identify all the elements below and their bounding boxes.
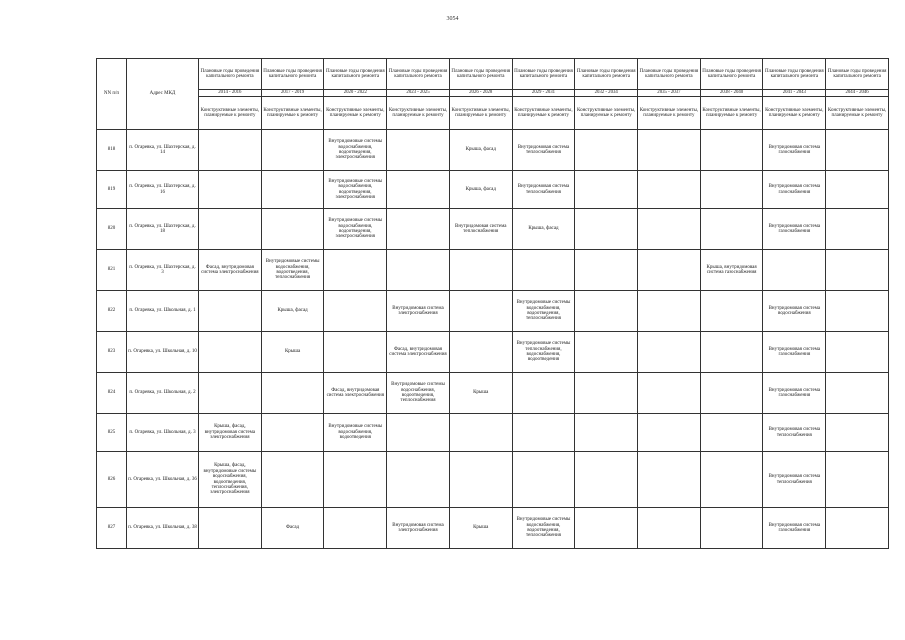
repair-cell: [638, 291, 701, 332]
repair-cell: Фасад: [261, 508, 324, 549]
repair-cell: Внутридомовая система электроснабжения: [387, 508, 450, 549]
row-number: 820: [97, 209, 127, 250]
row-address: п. Огаревка, ул. Школьная, д. 38: [127, 508, 199, 549]
repair-cell: [512, 373, 575, 414]
repair-cell: [575, 332, 638, 373]
repair-cell: [575, 171, 638, 209]
elements-heading: Конструктивные элементы, планируемые к ремонту: [324, 97, 387, 130]
header-row-years: [97, 90, 889, 97]
repair-cell: Внутридомовые системы водоснабжения, водоотведения, теплоснабжения: [512, 291, 575, 332]
repair-cell: [638, 250, 701, 291]
table-row: [97, 130, 889, 171]
repair-cell: [638, 130, 701, 171]
repair-cell: [387, 171, 450, 209]
period-years: 2038 - 2040: [700, 90, 763, 97]
repair-cell: [261, 414, 324, 452]
repair-cell: [199, 171, 262, 209]
row-number: 821: [97, 250, 127, 291]
repair-cell: [512, 452, 575, 508]
period-years: 2020 - 2022: [324, 90, 387, 97]
repair-cell: [575, 291, 638, 332]
column-header-number: NN п/п: [97, 59, 127, 130]
elements-heading: Конструктивные элементы, планируемые к ремонту: [199, 97, 262, 130]
row-address: п. Огаревка, ул. Шахтерская, д. 14: [127, 130, 199, 171]
period-years: 2014 - 2016: [199, 90, 262, 97]
row-address: п. Огаревка, ул. Школьная, д. 36: [127, 452, 199, 508]
repair-cell: Внутридомовые системы водоснабжения, водоотведения, теплоснабжения: [512, 508, 575, 549]
elements-heading: Конструктивные элементы, планируемые к ремонту: [512, 97, 575, 130]
repair-cell: Внутридомовая система теплоснабжения: [512, 171, 575, 209]
repair-cell: [387, 250, 450, 291]
period-years: 2017 - 2019: [261, 90, 324, 97]
repair-cell: [387, 452, 450, 508]
repair-cell: Внутридомовая система электроснабжения: [387, 291, 450, 332]
repair-cell: Фасад, внутридомовая система электроснабжения: [199, 250, 262, 291]
repair-cell: [324, 508, 387, 549]
repair-cell: [638, 209, 701, 250]
repair-cell: Внутридомовые системы водоснабжения, водоотведения, электроснабжения: [324, 130, 387, 171]
repair-cell: [575, 130, 638, 171]
row-address: п. Огаревка, ул. Школьная, д. 10: [127, 332, 199, 373]
row-number: 827: [97, 508, 127, 549]
table-row: [97, 171, 889, 209]
table-row: [97, 209, 889, 250]
repair-cell: [575, 209, 638, 250]
repair-cell: [638, 332, 701, 373]
repair-cell: [199, 332, 262, 373]
repair-cell: [638, 373, 701, 414]
repair-cell: [575, 414, 638, 452]
period-heading: Плановые годы проведения капитального ремонта: [512, 59, 575, 90]
repair-cell: Крыша, фасад: [449, 130, 512, 171]
repair-cell: Крыша, фасад, внутридомовая система электроснабжения: [199, 414, 262, 452]
period-heading: Плановые годы проведения капитального ремонта: [763, 59, 826, 90]
repair-cell: [575, 508, 638, 549]
repair-cell: Внутридомовая система газоснабжения: [763, 508, 826, 549]
repair-cell: Крыша, фасад: [512, 209, 575, 250]
repair-cell: [324, 250, 387, 291]
period-heading: Плановые годы проведения капитального ремонта: [261, 59, 324, 90]
period-years: 2026 - 2028: [449, 90, 512, 97]
repair-cell: [261, 452, 324, 508]
table-row: [97, 452, 889, 508]
row-number: 822: [97, 291, 127, 332]
repair-cell: [575, 373, 638, 414]
repair-schedule-table: [96, 58, 889, 549]
repair-cell: [700, 291, 763, 332]
repair-cell: [575, 452, 638, 508]
repair-cell: [261, 130, 324, 171]
repair-cell: [449, 414, 512, 452]
elements-heading: Конструктивные элементы, планируемые к ремонту: [575, 97, 638, 130]
repair-cell: Крыша: [449, 508, 512, 549]
repair-cell: Внутридомовая система газоснабжения: [763, 171, 826, 209]
table-row: [97, 373, 889, 414]
elements-heading: Конструктивные элементы, планируемые к ремонту: [763, 97, 826, 130]
repair-cell: [261, 171, 324, 209]
repair-cell: [199, 373, 262, 414]
repair-cell: Крыша, фасад: [261, 291, 324, 332]
repair-cell: [826, 373, 889, 414]
period-years: 2035 - 2037: [638, 90, 701, 97]
repair-cell: Внутридомовые системы водоснабжения, водоотведения, теплоснабжения: [387, 373, 450, 414]
repair-cell: Внутридомовая система теплоснабжения: [763, 414, 826, 452]
repair-cell: Крыша, фасад, внутридомовые системы водоснабжения, водоотведения, теплоснабжения, электроснабжения: [199, 452, 262, 508]
table-row: [97, 414, 889, 452]
elements-heading: Конструктивные элементы, планируемые к ремонту: [261, 97, 324, 130]
row-number: 819: [97, 171, 127, 209]
repair-cell: [638, 508, 701, 549]
table-row: [97, 250, 889, 291]
repair-cell: [199, 209, 262, 250]
period-heading: Плановые годы проведения капитального ремонта: [638, 59, 701, 90]
repair-cell: Внутридомовая система газоснабжения: [763, 209, 826, 250]
elements-heading: Конструктивные элементы, планируемые к ремонту: [449, 97, 512, 130]
row-address: п. Огаревка, ул. Школьная, д. 2: [127, 373, 199, 414]
table-row: [97, 508, 889, 549]
repair-cell: [449, 452, 512, 508]
elements-heading: Конструктивные элементы, планируемые к ремонту: [826, 97, 889, 130]
repair-cell: Внутридомовая система газоснабжения: [763, 130, 826, 171]
repair-cell: [638, 171, 701, 209]
repair-cell: [826, 171, 889, 209]
repair-cell: [199, 130, 262, 171]
repair-cell: Внутридомовая система газоснабжения: [763, 373, 826, 414]
page-number: 3054: [446, 16, 459, 22]
repair-cell: [575, 250, 638, 291]
repair-cell: [826, 130, 889, 171]
repair-cell: [387, 209, 450, 250]
repair-cell: Внутридомовые системы водоснабжения, водоотведения, теплоснабжения: [261, 250, 324, 291]
row-number: 824: [97, 373, 127, 414]
repair-cell: Внутридомовая система теплоснабжения: [512, 130, 575, 171]
row-number: 825: [97, 414, 127, 452]
repair-cell: [261, 373, 324, 414]
repair-cell: [512, 250, 575, 291]
repair-cell: [199, 508, 262, 549]
column-header-address: Адрес МКД: [127, 59, 199, 130]
repair-cell: [324, 291, 387, 332]
repair-cell: [826, 452, 889, 508]
table-row: [97, 291, 889, 332]
repair-cell: [700, 414, 763, 452]
row-number: 826: [97, 452, 127, 508]
repair-cell: [387, 130, 450, 171]
repair-cell: Внутридомовая система газоснабжения: [763, 332, 826, 373]
repair-cell: [638, 414, 701, 452]
repair-cell: Внутридомовые системы теплоснабжения, водоснабжения, водоотведения: [512, 332, 575, 373]
repair-cell: Фасад, внутридомовая система электроснабжения: [324, 373, 387, 414]
table-row: [97, 332, 889, 373]
repair-cell: [199, 291, 262, 332]
row-address: п. Огаревка, ул. Шахтерская, д. 3: [127, 250, 199, 291]
row-number: 823: [97, 332, 127, 373]
repair-cell: [700, 171, 763, 209]
repair-cell: [324, 452, 387, 508]
table-body: [97, 130, 889, 549]
repair-cell: [449, 250, 512, 291]
row-address: п. Огаревка, ул. Шахтерская, д. 18: [127, 209, 199, 250]
repair-cell: Крыша: [449, 373, 512, 414]
repair-cell: [826, 414, 889, 452]
repair-cell: [700, 508, 763, 549]
row-address: п. Огаревка, ул. Школьная, д. 1: [127, 291, 199, 332]
repair-cell: [324, 332, 387, 373]
row-address: п. Огаревка, ул. Школьная, д. 3: [127, 414, 199, 452]
repair-cell: [826, 250, 889, 291]
repair-cell: [700, 130, 763, 171]
repair-cell: [700, 209, 763, 250]
repair-cell: [512, 414, 575, 452]
header-row-periods: [97, 59, 889, 90]
repair-cell: Крыша, фасад: [449, 171, 512, 209]
repair-cell: Крыша, внутридомовая система газоснабжения: [700, 250, 763, 291]
repair-cell: Внутридомовая система теплоснабжения: [763, 452, 826, 508]
repair-cell: Фасад, внутридомовая система электроснабжения: [387, 332, 450, 373]
repair-cell: [826, 209, 889, 250]
repair-cell: [826, 291, 889, 332]
repair-cell: [826, 508, 889, 549]
elements-heading: Конструктивные элементы, планируемые к ремонту: [387, 97, 450, 130]
elements-heading: Конструктивные элементы, планируемые к ремонту: [638, 97, 701, 130]
period-years: 2041 - 2043: [763, 90, 826, 97]
repair-cell: [763, 250, 826, 291]
repair-cell: Внутридомовые системы водоснабжения, водоотведения: [324, 414, 387, 452]
period-heading: Плановые годы проведения капитального ремонта: [387, 59, 450, 90]
repair-cell: Внутридомовая система водоснабжения: [763, 291, 826, 332]
period-years: 2032 - 2034: [575, 90, 638, 97]
repair-cell: Крыша: [261, 332, 324, 373]
header-row-elements: [97, 97, 889, 130]
repair-cell: [449, 332, 512, 373]
repair-cell: [638, 452, 701, 508]
period-heading: Плановые годы проведения капитального ремонта: [199, 59, 262, 90]
row-address: п. Огаревка, ул. Шахтерская, д. 16: [127, 171, 199, 209]
period-heading: Плановые годы проведения капитального ремонта: [826, 59, 889, 90]
period-years: 2044 - 2046: [826, 90, 889, 97]
period-heading: Плановые годы проведения капитального ремонта: [575, 59, 638, 90]
period-years: 2023 - 2025: [387, 90, 450, 97]
period-heading: Плановые годы проведения капитального ремонта: [324, 59, 387, 90]
repair-cell: [261, 209, 324, 250]
repair-cell: Внутридомовые системы водоснабжения, водоотведения, электроснабжения: [324, 209, 387, 250]
repair-cell: [449, 291, 512, 332]
repair-cell: [700, 332, 763, 373]
period-years: 2029 - 2031: [512, 90, 575, 97]
row-number: 818: [97, 130, 127, 171]
repair-cell: Внутридомовая система теплоснабжения: [449, 209, 512, 250]
period-heading: Плановые годы проведения капитального ремонта: [449, 59, 512, 90]
repair-cell: [700, 452, 763, 508]
repair-cell: [387, 414, 450, 452]
repair-cell: [700, 373, 763, 414]
repair-cell: Внутридомовые системы водоснабжения, водоотведения, электроснабжения: [324, 171, 387, 209]
elements-heading: Конструктивные элементы, планируемые к ремонту: [700, 97, 763, 130]
period-heading: Плановые годы проведения капитального ремонта: [700, 59, 763, 90]
repair-cell: [826, 332, 889, 373]
